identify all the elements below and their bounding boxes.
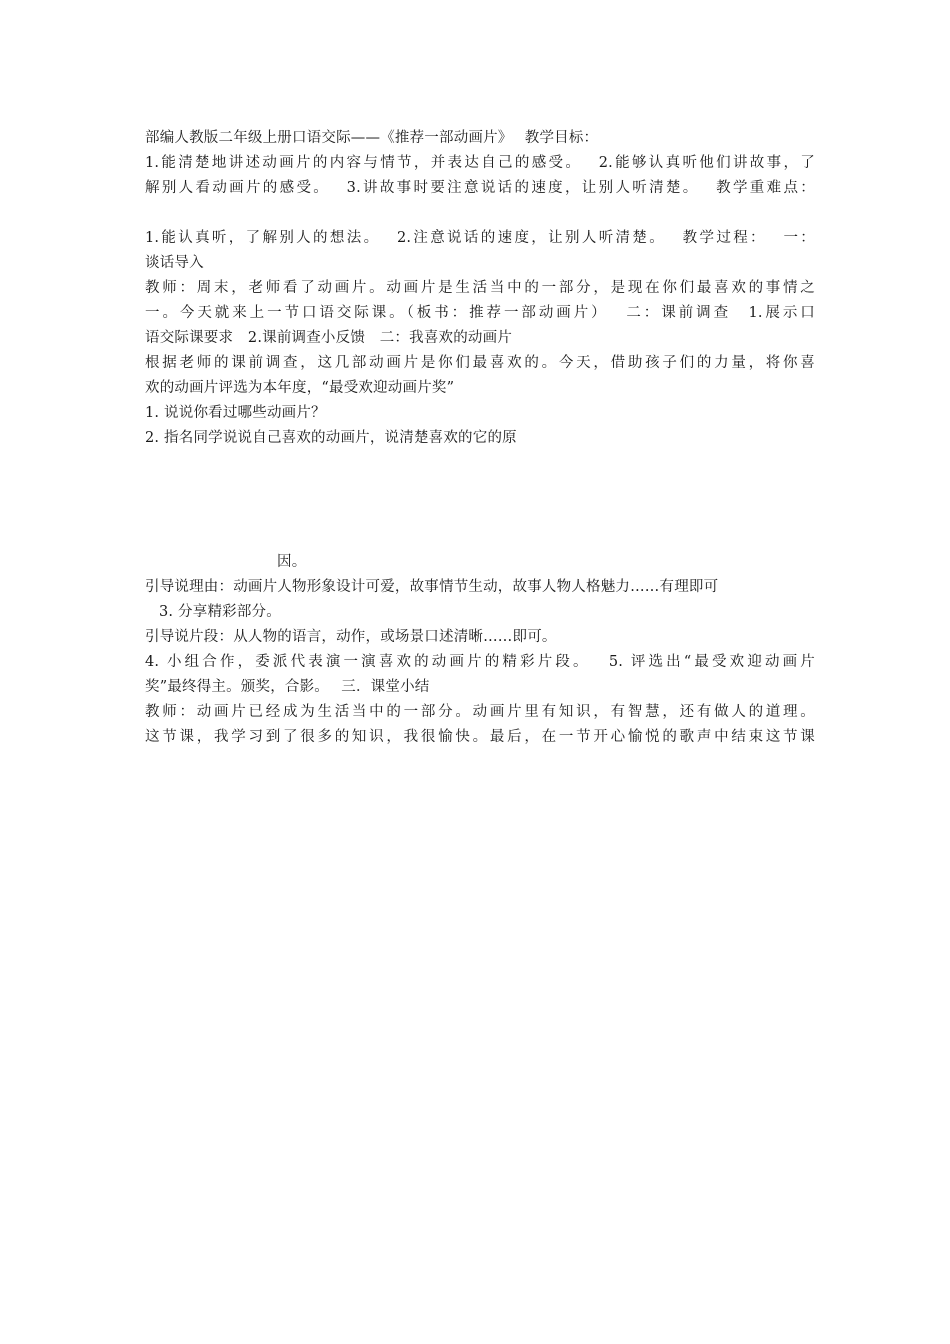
text-line: 这节课，我学习到了很多的知识，我很愉快。最后，在一节开心愉悦的歌声中结束这节课 bbox=[145, 729, 815, 745]
text-line: 4. 小组合作，委派代表演一演喜欢的动画片的精彩片段。 5. 评选出“最受欢迎动画片 bbox=[145, 654, 815, 670]
text-line: 一。今天就来上一节口语交际课。（板书：推荐一部动画片） 二：课前调查 1.展示口 bbox=[145, 305, 815, 321]
text-line: 语交际课要求 2.课前调查小反馈 二：我喜欢的动画片 bbox=[145, 330, 513, 346]
blank-line bbox=[145, 201, 815, 226]
text-line: 引导说片段：从人物的语言，动作，或场景口述清晰……即可。 bbox=[145, 629, 557, 645]
text-line: 1.能认真听，了解别人的想法。 2.注意说话的速度，让别人听清楚。 教学过程： 一： bbox=[145, 230, 815, 246]
text-line: 部编人教版二年级上册口语交际——《推荐一部动画片》 教学目标： bbox=[145, 130, 599, 146]
text-line: 3. 分享精彩部分。 bbox=[159, 604, 281, 620]
text-line: 2. 指名同学说说自己喜欢的动画片，说清楚喜欢的它的原 bbox=[145, 430, 517, 446]
text-line: 1. 说说你看过哪些动画片？ bbox=[145, 405, 326, 421]
text-line: 根据老师的课前调查，这几部动画片是你们最喜欢的。今天，借助孩子们的力量，将你喜 bbox=[145, 355, 815, 371]
text-line: 奖”最终得主。颁奖，合影。 三．课堂小结 bbox=[145, 679, 430, 695]
text-line: 教师：周末，老师看了动画片。动画片是生活当中的一部分，是现在你们最喜欢的事情之 bbox=[145, 280, 815, 296]
text-line: 解别人看动画片的感受。 3.讲故事时要注意说话的速度，让别人听清楚。 教学重难点： bbox=[145, 180, 815, 196]
text-line: 教师：动画片已经成为生活当中的一部分。动画片里有知识，有智慧，还有做人的道理。 bbox=[145, 704, 815, 720]
text-line: 1.能清楚地讲述动画片的内容与情节，并表达自己的感受。 2.能够认真听他们讲故事，了 bbox=[145, 155, 815, 171]
text-line: 引导说理由：动画片人物形象设计可爱，故事情节生动，故事人物人格魅力……有理即可 bbox=[145, 579, 719, 595]
text-line: 因。 bbox=[277, 554, 307, 570]
text-line: 欢的动画片评选为本年度，“最受欢迎动画片奖” bbox=[145, 380, 455, 396]
text-block-top bbox=[145, 126, 815, 451]
text-block-bottom bbox=[145, 550, 815, 750]
text-line: 谈话导入 bbox=[145, 255, 204, 271]
